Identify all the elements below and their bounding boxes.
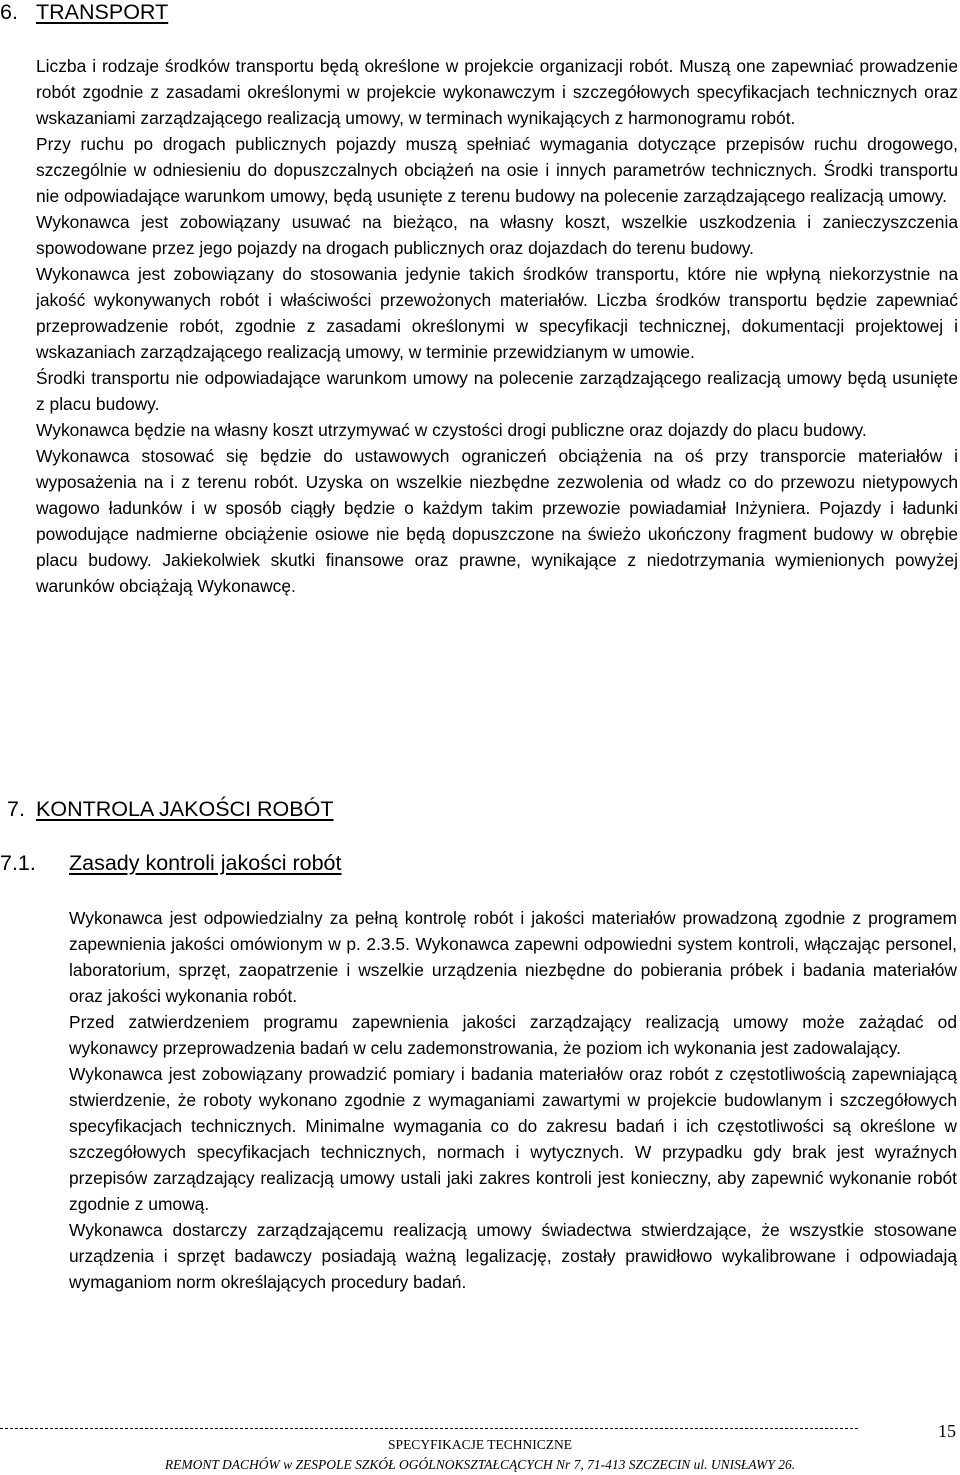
section-6-title: TRANSPORT: [36, 0, 169, 24]
section-6-number: 6.: [0, 0, 18, 24]
section-7-1-paragraph: Wykonawca jest odpowiedzialny za pełną kontrolę robót i jakości materiałów prowadzoną zgodnie z programem zapewnienia jakości omówionym w p. 2.3.5. Wykonawca zapewni odpowiedni system kontroli, włączając personel, laboratorium, sprzęt, zaopatrzenie i wszelkie urządzenia niezbędne do pobierania próbek i badania materiałów oraz jakości wykonania robót.: [69, 908, 957, 1006]
section-6-heading: [0, 0, 168, 24]
section-7-1-paragraph: Wykonawca dostarczy zarządzającemu realizacją umowy świadectwa stwierdzające, że wszystkie stosowane urządzenia i sprzęt badawczy posiadają ważną legalizację, zostały prawidłowo wykalibrowane i odpowiadają wymaganiom norm określających procedury badań.: [69, 1220, 957, 1292]
section-7-1-title: Zasady kontroli jakości robót: [69, 851, 342, 875]
section-7-1-heading: [0, 851, 341, 875]
footer-project-name: REMONT DACHÓW w ZESPOLE SZKÓŁ OGÓLNOKSZTAŁCĄCYCH Nr 7, 71-413 SZCZECIN ul. UNISŁAWY 26.: [164, 1457, 796, 1472]
footer-divider: [0, 1428, 858, 1429]
footer-document-title: SPECYFIKACJE TECHNICZNE: [388, 1437, 572, 1452]
section-6-body: [36, 53, 958, 599]
section-7-number: 7.: [7, 797, 25, 821]
section-7-1-paragraph: Wykonawca jest zobowiązany prowadzić pomiary i badania materiałów oraz robót z częstotliwością zapewniającą stwierdzenie, że roboty wykonano zgodnie z wymaganiami zawartymi w projekcie budowlanym i szczegółowych specyfikacjach technicznych. Minimalne wymagania co do zakresu badań i ich częstotliwości są określone w szczegółowych specyfikacjach technicznych, normach i wytycznych. W przypadku gdy brak jest wyraźnych przepisów zarządzający realizacją umowy ustali jaki zakres kontroli jest konieczny, aby zapewnić wykonanie robót zgodnie z umową.: [69, 1064, 957, 1214]
section-6-paragraph: Liczba i rodzaje środków transportu będą określone w projekcie organizacji robót. Muszą one zapewniać prowadzenie robót zgodnie z zasadami określonymi w projekcie wykonawczym i szczegółowych specyfikacjach technicznych oraz wskazaniami zarządzającego realizacją umowy, w terminach wynikających z harmonogramu robót.: [36, 56, 958, 128]
page-number: 15: [938, 1421, 956, 1441]
section-6-paragraph: Środki transportu nie odpowiadające warunkom umowy na polecenie zarządzającego realizacją umowy będą usunięte z placu budowy.: [36, 368, 958, 414]
section-6-paragraph: Wykonawca będzie na własny koszt utrzymywać w czystości drogi publiczne oraz dojazdy do placu budowy.: [36, 420, 867, 440]
section-7-heading: [7, 797, 333, 821]
section-6-paragraph: Wykonawca jest zobowiązany usuwać na bieżąco, na własny koszt, wszelkie uszkodzenia i zanieczyszczenia spowodowane przez jego pojazdy na drogach publicznych oraz dojazdach do terenu budowy.: [36, 212, 958, 258]
section-7-1-paragraph: Przed zatwierdzeniem programu zapewnienia jakości zarządzający realizacją umowy może zażądać od wykonawcy przeprowadzenia badań w celu zademonstrowania, że poziom ich wykonania jest zadowalający.: [69, 1012, 957, 1058]
section-7-title: KONTROLA JAKOŚCI ROBÓT: [36, 797, 334, 821]
section-7-1-number: 7.1.: [0, 851, 36, 875]
section-7-1-body: [69, 905, 957, 1295]
section-6-paragraph: Wykonawca stosować się będzie do ustawowych ograniczeń obciążenia na oś przy transporcie materiałów i wyposażenia na i z terenu robót. Uzyska on wszelkie niezbędne zezwolenia od władz co do przewozu nietypowych wagowo ładunków i w sposób ciągły będzie o każdym takim przewozie powiadamiał Inżyniera. Pojazdy i ładunki powodujące nadmierne obciążenie osiowe nie będą dopuszczone na świeżo ukończony fragment budowy w obrębie placu budowy. Jakiekolwiek skutki finansowe oraz prawne, wynikające z niedotrzymania wymienionych powyżej warunków obciążają Wykonawcę.: [36, 446, 958, 596]
section-6-paragraph: Przy ruchu po drogach publicznych pojazdy muszą spełniać wymagania dotyczące przepisów ruchu drogowego, szczególnie w odniesieniu do dopuszczalnych obciążeń na osie i innych parametrów technicznych. Środki transportu nie odpowiadające warunkom umowy, będą usunięte z terenu budowy na polecenie zarządzającego realizacją umowy.: [36, 134, 958, 206]
section-6-paragraph: Wykonawca jest zobowiązany do stosowania jedynie takich środków transportu, które nie wpłyną niekorzystnie na jakość wykonywanych robót i właściwości przewożonych materiałów. Liczba środków transportu będzie zapewniać przeprowadzenie robót, zgodnie z zasadami określonymi w specyfikacji technicznej, dokumentacji projektowej i wskazaniach zarządzającego realizacją umowy, w terminie przewidzianym w umowie.: [36, 264, 958, 362]
